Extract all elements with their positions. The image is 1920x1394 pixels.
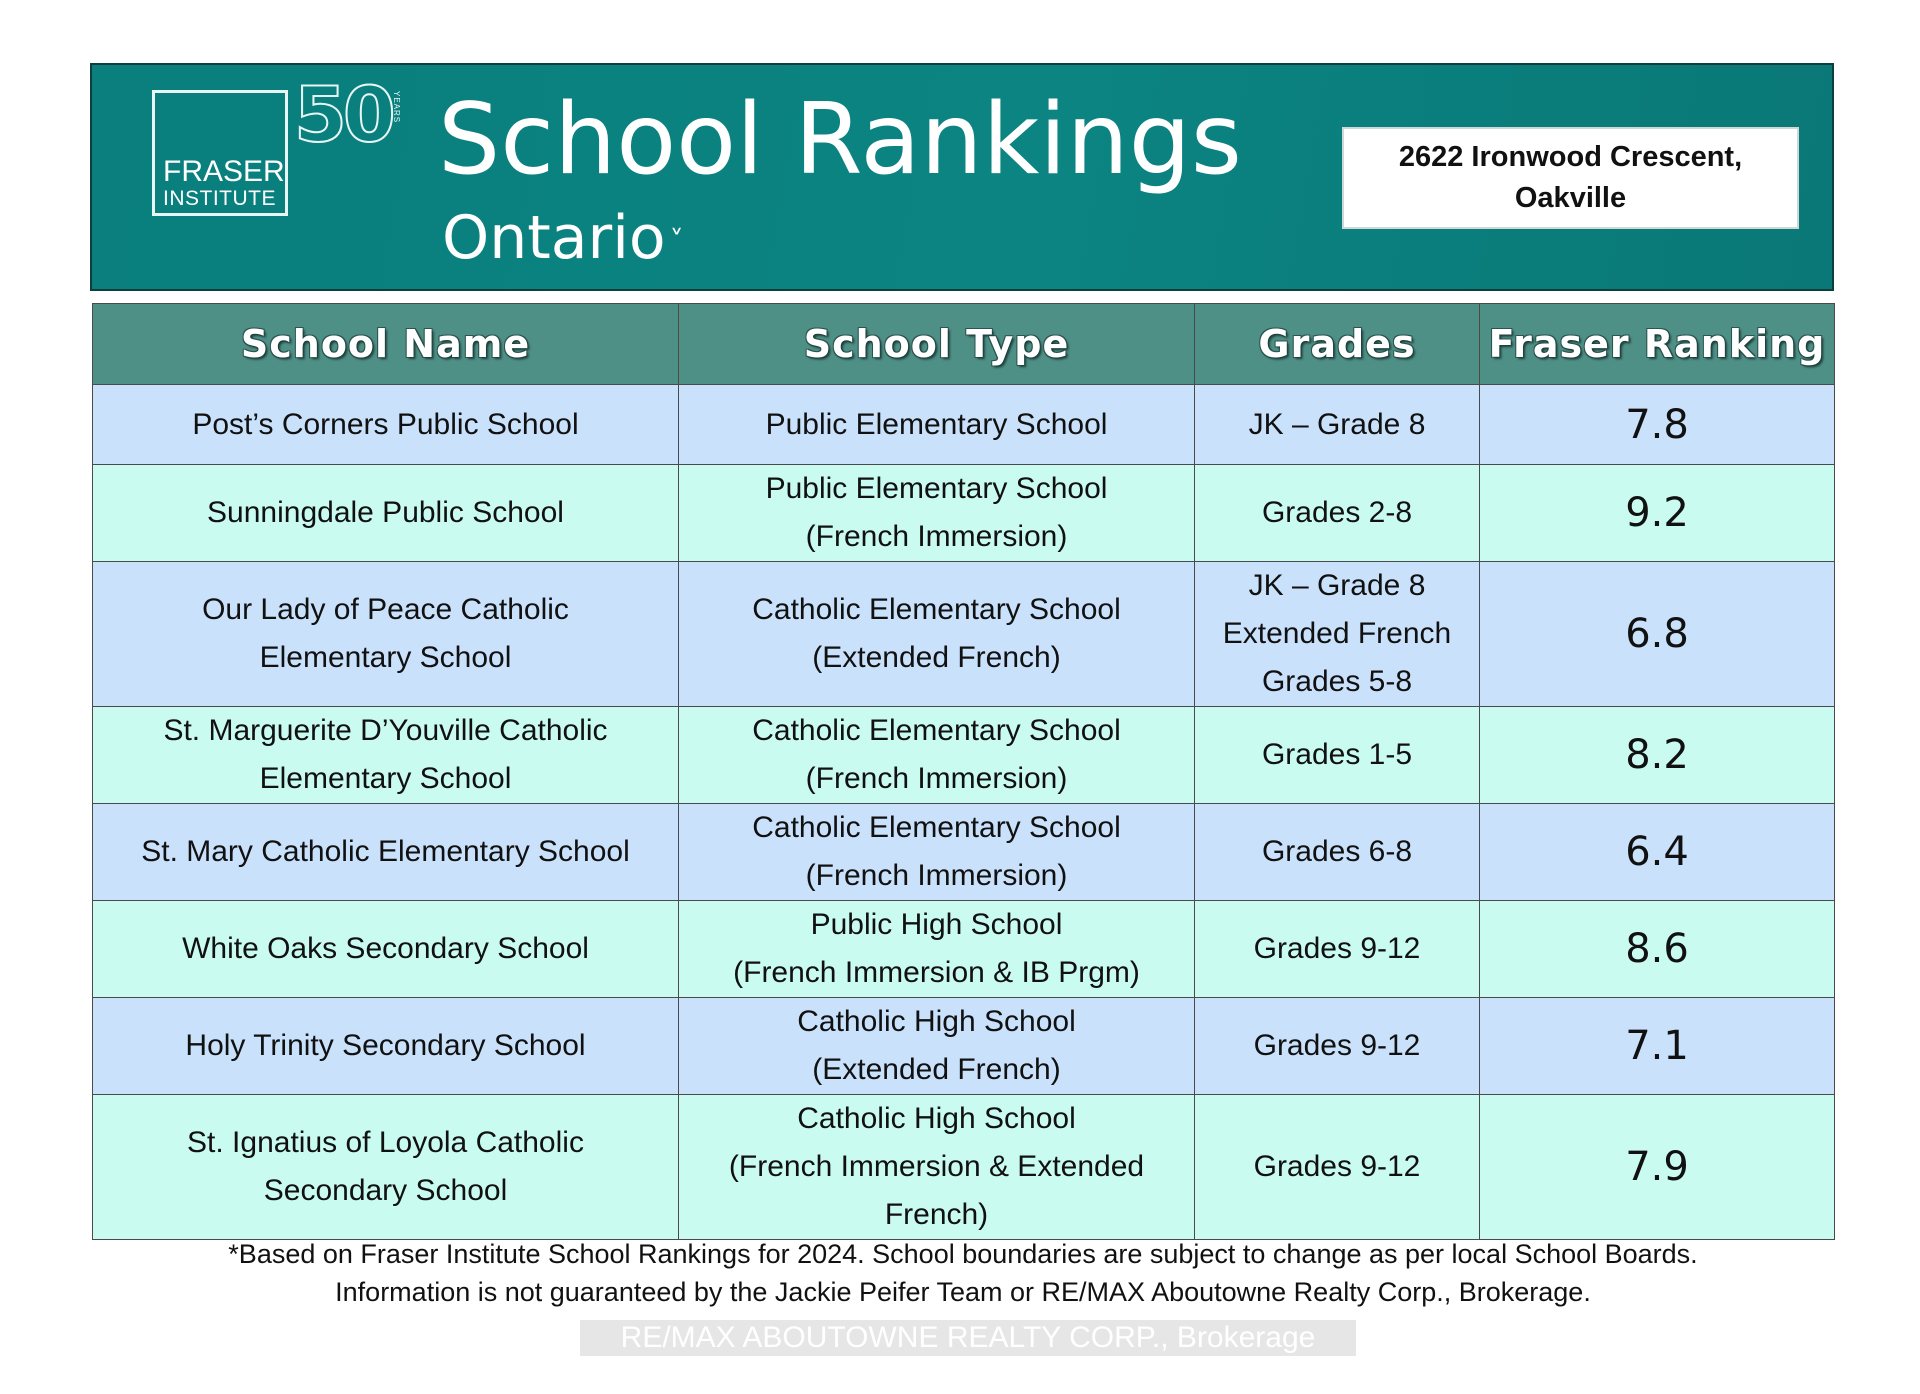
cell-ranking: 8.2 bbox=[1480, 707, 1835, 804]
cell-ranking: 7.9 bbox=[1480, 1095, 1835, 1240]
cell-grades: Grades 2-8 bbox=[1195, 465, 1480, 562]
table-row bbox=[93, 901, 1835, 998]
cell-grades: Grades 9-12 bbox=[1195, 901, 1480, 998]
column-header-grades: Grades bbox=[1195, 304, 1480, 385]
footnote-line-1: *Based on Fraser Institute School Rankings for 2024. School boundaries are subject to change as per local School Boards. bbox=[228, 1239, 1698, 1269]
cell-school-name: St. Marguerite D’Youville Catholic Elementary School bbox=[93, 707, 679, 804]
province-selector[interactable] bbox=[442, 205, 684, 271]
logo-text-institute: INSTITUTE bbox=[163, 187, 276, 210]
school-rankings-table bbox=[92, 303, 1835, 1240]
cell-grades: Grades 1-5 bbox=[1195, 707, 1480, 804]
cell-school-name: St. Ignatius of Loyola Catholic Secondary School bbox=[93, 1095, 679, 1240]
cell-school-type: Catholic Elementary School (French Immersion) bbox=[679, 804, 1195, 901]
cell-ranking: 8.6 bbox=[1480, 901, 1835, 998]
cell-school-type: Public Elementary School (French Immersion) bbox=[679, 465, 1195, 562]
cell-school-type: Catholic High School (French Immersion & Extended French) bbox=[679, 1095, 1195, 1240]
cell-ranking: 6.4 bbox=[1480, 804, 1835, 901]
address-line-2: Oakville bbox=[1514, 182, 1627, 214]
column-header-school-name: School Name bbox=[93, 304, 679, 385]
address-line-1: 2622 Ironwood Crescent, bbox=[1398, 141, 1743, 174]
logo-50-years-mark: 50 bbox=[294, 70, 392, 159]
table-row bbox=[93, 998, 1835, 1095]
column-header-fraser-ranking: Fraser Ranking bbox=[1480, 304, 1835, 385]
cell-school-name: White Oaks Secondary School bbox=[93, 901, 679, 998]
cell-grades: JK – Grade 8 Extended French Grades 5-8 bbox=[1195, 562, 1480, 707]
logo-years-text: YEARS bbox=[392, 91, 401, 124]
table-row bbox=[93, 465, 1835, 562]
disclaimer-footnote bbox=[92, 1236, 1834, 1312]
cell-grades: Grades 9-12 bbox=[1195, 1095, 1480, 1240]
cell-ranking: 6.8 bbox=[1480, 562, 1835, 707]
fraser-institute-logo bbox=[152, 90, 288, 216]
cell-school-type: Catholic Elementary School (French Immersion) bbox=[679, 707, 1195, 804]
cell-ranking: 7.1 bbox=[1480, 998, 1835, 1095]
cell-ranking: 9.2 bbox=[1480, 465, 1835, 562]
table-header-row bbox=[93, 304, 1835, 385]
cell-school-name: Our Lady of Peace Catholic Elementary School bbox=[93, 562, 679, 707]
footnote-line-2: Information is not guaranteed by the Jackie Peifer Team or RE/MAX Aboutowne Realty Corp., Brokerage. bbox=[335, 1276, 1591, 1307]
table-row bbox=[93, 385, 1835, 465]
address-box bbox=[1342, 127, 1799, 229]
cell-grades: Grades 6-8 bbox=[1195, 804, 1480, 901]
header-banner bbox=[90, 63, 1834, 291]
column-header-school-type: School Type bbox=[679, 304, 1195, 385]
table-row bbox=[93, 707, 1835, 804]
cell-ranking: 7.8 bbox=[1480, 385, 1835, 465]
logo-text-fraser: FRASER bbox=[163, 155, 285, 188]
cell-school-type: Public High School (French Immersion & IB Prgm) bbox=[679, 901, 1195, 998]
cell-school-name: Post’s Corners Public School bbox=[93, 385, 679, 465]
cell-school-name: Holy Trinity Secondary School bbox=[93, 998, 679, 1095]
page-title: School Rankings bbox=[438, 83, 1242, 197]
cell-school-type: Catholic High School (Extended French) bbox=[679, 998, 1195, 1095]
cell-grades: Grades 9-12 bbox=[1195, 998, 1480, 1095]
table-row bbox=[93, 1095, 1835, 1240]
table-row bbox=[93, 804, 1835, 901]
chevron-down-icon: ˅ bbox=[669, 224, 684, 257]
cell-school-type: Public Elementary School bbox=[679, 385, 1195, 465]
cell-school-name: Sunningdale Public School bbox=[93, 465, 679, 562]
cell-school-name: St. Mary Catholic Elementary School bbox=[93, 804, 679, 901]
brokerage-watermark: RE/MAX ABOUTOWNE REALTY CORP., Brokerage bbox=[580, 1320, 1356, 1356]
cell-grades: JK – Grade 8 bbox=[1195, 385, 1480, 465]
province-label: Ontario bbox=[442, 203, 666, 273]
cell-school-type: Catholic Elementary School (Extended French) bbox=[679, 562, 1195, 707]
table-row bbox=[93, 562, 1835, 707]
